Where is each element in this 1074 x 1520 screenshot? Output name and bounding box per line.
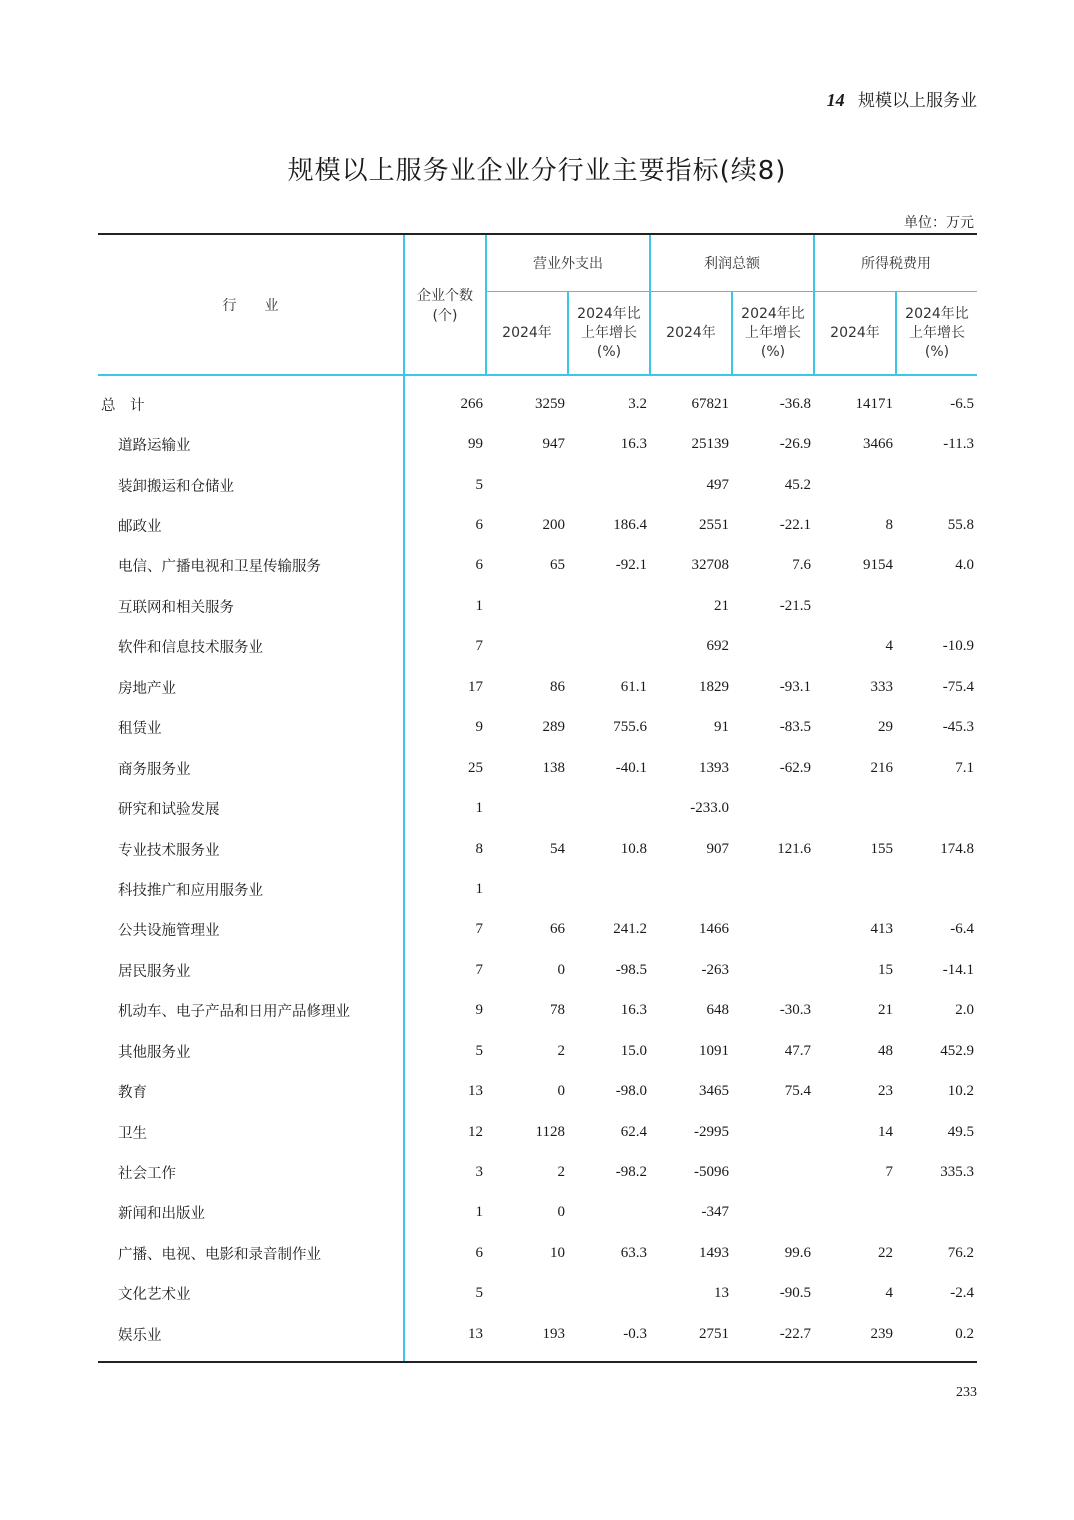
industry-name: 邮政业	[118, 519, 162, 536]
cell-tax: 23	[878, 1083, 893, 1100]
cell-profit-g	[732, 1112, 814, 1152]
cell-tax-g: -14.1	[942, 961, 974, 978]
industry-name: 总 计	[101, 397, 145, 414]
cell-profit-g: -26.9	[779, 436, 811, 453]
table-row	[98, 1193, 977, 1233]
table-row	[98, 546, 977, 586]
cell-profit: 21	[714, 597, 729, 614]
cell-nonop-g: -0.3	[568, 1314, 650, 1361]
header-growth-line3: (%)	[924, 343, 950, 360]
cell-tax: 3466	[863, 436, 893, 453]
cell-nonop-g	[568, 627, 650, 667]
cell-profit: 907	[706, 840, 729, 857]
cell-nonop	[486, 627, 568, 667]
cell-profit: 497	[706, 476, 729, 493]
industry-name: 其他服务业	[118, 1044, 191, 1061]
cell-tax-g: -11.3	[943, 436, 974, 453]
cell-nonop-g: 3.2	[628, 395, 647, 412]
header-year: 2024年	[486, 292, 568, 376]
cell-nonop-g: -92.1	[615, 557, 647, 574]
industry-name: 广播、电视、电影和录音制作业	[118, 1246, 321, 1263]
industry-name: 道路运输业	[118, 438, 191, 455]
table-row	[98, 375, 977, 424]
cell-profit: -263	[701, 961, 729, 978]
cell-profit-g	[732, 1152, 814, 1192]
cell-tax-g: -10.9	[942, 638, 974, 655]
table-row	[98, 1274, 977, 1314]
header-count-line2: (个)	[432, 307, 458, 324]
industry-name: 娱乐业	[98, 1314, 404, 1361]
cell-tax	[814, 788, 896, 828]
cell-tax	[814, 1193, 896, 1233]
cell-profit-g: -90.5	[779, 1285, 811, 1302]
header-count	[404, 234, 486, 375]
industry-name: 房地产业	[118, 680, 176, 697]
cell-nonop-g: -98.0	[615, 1083, 647, 1100]
industry-name: 软件和信息技术服务业	[118, 640, 263, 657]
cell-nonop: 78	[550, 1002, 565, 1019]
cell-profit-g: -83.5	[779, 719, 811, 736]
cell-count: 1	[404, 788, 486, 828]
cell-profit-g: -62.9	[779, 759, 811, 776]
cell-tax-g: -45.3	[942, 719, 974, 736]
cell-nonop-g	[568, 869, 650, 909]
cell-profit	[650, 869, 732, 909]
table-row	[98, 950, 977, 990]
cell-profit-g: 45.2	[784, 476, 811, 493]
cell-tax-g: 7.1	[955, 759, 974, 776]
cell-profit-g: 99.6	[784, 1244, 811, 1261]
industry-name: 互联网和相关服务	[118, 599, 234, 616]
cell-nonop	[486, 1274, 568, 1314]
cell-count: 3	[404, 1152, 486, 1192]
cell-tax-g: 76.2	[947, 1244, 974, 1261]
cell-count: 99	[404, 424, 486, 464]
cell-profit: 67821	[691, 395, 729, 412]
page-number: 233	[956, 1385, 977, 1400]
industry-name: 研究和试验发展	[118, 802, 220, 819]
data-table	[98, 233, 977, 1363]
cell-tax: 413	[870, 921, 893, 938]
cell-tax-g: 2.0	[955, 1002, 974, 1019]
cell-count: 5	[404, 1031, 486, 1071]
cell-profit-g: 75.4	[784, 1083, 811, 1100]
cell-tax: 22	[878, 1244, 893, 1261]
industry-name: 电信、广播电视和卫星传输服务	[118, 559, 321, 576]
cell-count: 9	[404, 991, 486, 1031]
industry-name: 卫生	[118, 1125, 147, 1142]
table-row	[98, 1152, 977, 1192]
cell-nonop-g: -98.5	[615, 961, 647, 978]
cell-profit: -5096	[694, 1164, 729, 1181]
cell-tax: 48	[878, 1042, 893, 1059]
cell-tax: 9154	[863, 557, 893, 574]
table-row	[98, 1031, 977, 1071]
cell-nonop-g	[568, 788, 650, 828]
header-group-nonop: 营业外支出	[486, 234, 650, 292]
cell-nonop	[486, 788, 568, 828]
cell-profit: 1393	[699, 759, 729, 776]
cell-count: 17	[404, 667, 486, 707]
cell-tax: 216	[870, 759, 893, 776]
chapter-number: 14	[826, 90, 845, 110]
industry-name: 装卸搬运和仓储业	[118, 478, 234, 495]
cell-tax-g: 0.2	[896, 1314, 977, 1361]
table-body	[98, 375, 977, 1362]
cell-tax-g	[896, 1193, 977, 1233]
cell-profit-g: -22.7	[732, 1314, 814, 1361]
cell-profit: 2751	[650, 1314, 732, 1361]
cell-nonop: 2	[557, 1042, 565, 1059]
cell-tax-g: 452.9	[940, 1042, 974, 1059]
industry-name: 居民服务业	[118, 963, 191, 980]
cell-profit-g	[732, 950, 814, 990]
cell-nonop-g: 241.2	[613, 921, 647, 938]
cell-profit: 1829	[699, 678, 729, 695]
cell-nonop	[486, 869, 568, 909]
cell-tax: 7	[885, 1164, 893, 1181]
cell-tax-g: -2.4	[950, 1285, 974, 1302]
table-row	[98, 667, 977, 707]
table-row	[98, 465, 977, 505]
header-count-line1: 企业个数	[417, 287, 473, 304]
cell-count: 6	[404, 546, 486, 586]
cell-profit-g: 7.6	[792, 557, 811, 574]
cell-count: 5	[404, 465, 486, 505]
cell-profit: 25139	[691, 436, 729, 453]
header-growth-line1: 2024年比	[577, 305, 641, 322]
cell-nonop-g	[568, 1193, 650, 1233]
cell-nonop: 86	[550, 678, 565, 695]
cell-count: 5	[404, 1274, 486, 1314]
cell-tax-g: 10.2	[947, 1083, 974, 1100]
cell-tax: 4	[885, 638, 893, 655]
cell-tax: 155	[870, 840, 893, 857]
cell-tax-g: -6.4	[950, 921, 974, 938]
cell-nonop: 138	[542, 759, 565, 776]
cell-tax: 14171	[855, 395, 893, 412]
cell-nonop: 10	[550, 1244, 565, 1261]
cell-tax-g	[896, 465, 977, 505]
cell-profit-g	[732, 627, 814, 667]
industry-name: 专业技术服务业	[118, 842, 220, 859]
cell-profit: 2551	[699, 517, 729, 534]
cell-nonop-g: 61.1	[620, 678, 647, 695]
cell-tax-g	[896, 869, 977, 909]
header-year: 2024年	[814, 292, 896, 376]
cell-nonop-g: 62.4	[620, 1123, 647, 1140]
cell-nonop: 3259	[535, 395, 565, 412]
running-header	[827, 86, 977, 111]
cell-nonop: 193	[486, 1314, 568, 1361]
cell-nonop-g: 16.3	[620, 436, 647, 453]
table-row	[98, 1314, 977, 1361]
cell-count: 266	[404, 375, 486, 424]
cell-tax: 4	[885, 1285, 893, 1302]
unit-label: 单位：万元	[904, 215, 974, 231]
header-growth	[896, 292, 977, 376]
table-row	[98, 748, 977, 788]
industry-name: 教育	[118, 1085, 147, 1102]
cell-profit-g	[732, 910, 814, 950]
cell-nonop-g: 755.6	[613, 719, 647, 736]
cell-nonop: 200	[542, 517, 565, 534]
industry-name: 新闻和出版业	[118, 1206, 205, 1223]
industry-name: 社会工作	[118, 1166, 176, 1183]
header-year: 2024年	[650, 292, 732, 376]
cell-nonop-g	[568, 586, 650, 626]
cell-nonop-g: 16.3	[620, 1002, 647, 1019]
header-growth-line3: (%)	[760, 343, 786, 360]
cell-profit: 13	[714, 1285, 729, 1302]
cell-count: 1	[404, 869, 486, 909]
table-row	[98, 869, 977, 909]
cell-profit: -233.0	[690, 800, 729, 817]
cell-nonop: 947	[542, 436, 565, 453]
cell-profit: 648	[706, 1002, 729, 1019]
cell-count: 6	[404, 1233, 486, 1273]
table-row	[98, 910, 977, 950]
cell-profit-g: -21.5	[779, 597, 811, 614]
header-growth-line2: 上年增长	[909, 324, 965, 341]
industry-name: 机动车、电子产品和日用产品修理业	[118, 1004, 350, 1021]
cell-profit: 32708	[691, 557, 729, 574]
cell-profit: 1466	[699, 921, 729, 938]
cell-tax: 14	[878, 1123, 893, 1140]
header-growth-line1: 2024年比	[741, 305, 805, 322]
header-growth	[568, 292, 650, 376]
cell-tax: 239	[814, 1314, 896, 1361]
table-row	[98, 627, 977, 667]
cell-profit: 1493	[699, 1244, 729, 1261]
cell-count: 1	[404, 1193, 486, 1233]
cell-nonop: 2	[557, 1164, 565, 1181]
cell-count: 1	[404, 586, 486, 626]
industry-name: 商务服务业	[118, 761, 191, 778]
cell-nonop-g: -98.2	[615, 1164, 647, 1181]
cell-profit: -347	[701, 1204, 729, 1221]
page-title: 规模以上服务业企业分行业主要指标(续8)	[287, 156, 787, 186]
cell-profit-g	[732, 1193, 814, 1233]
cell-nonop-g	[568, 1274, 650, 1314]
table-row	[98, 1233, 977, 1273]
cell-profit: -2995	[694, 1123, 729, 1140]
cell-nonop: 0	[557, 1204, 565, 1221]
cell-count: 7	[404, 950, 486, 990]
industry-name: 文化艺术业	[118, 1287, 191, 1304]
table-row	[98, 708, 977, 748]
cell-profit: 692	[706, 638, 729, 655]
cell-tax-g: 174.8	[940, 840, 974, 857]
cell-count: 9	[404, 708, 486, 748]
table-row	[98, 829, 977, 869]
cell-tax	[814, 465, 896, 505]
industry-name: 科技推广和应用服务业	[118, 882, 263, 899]
cell-nonop: 65	[550, 557, 565, 574]
table-row	[98, 586, 977, 626]
cell-count: 8	[404, 829, 486, 869]
cell-nonop: 1128	[535, 1123, 565, 1140]
cell-tax	[814, 586, 896, 626]
cell-profit-g: -22.1	[779, 517, 811, 534]
header-industry: 行 业	[98, 234, 404, 375]
cell-tax-g: 49.5	[947, 1123, 974, 1140]
cell-tax: 8	[885, 517, 893, 534]
cell-nonop-g: 186.4	[613, 517, 647, 534]
cell-tax-g	[896, 788, 977, 828]
cell-tax-g: 335.3	[940, 1164, 974, 1181]
header-group-profit: 利润总额	[650, 234, 814, 292]
data-table-container	[98, 233, 977, 1363]
cell-count: 7	[404, 627, 486, 667]
cell-tax: 333	[870, 678, 893, 695]
table-row	[98, 991, 977, 1031]
cell-nonop-g: 63.3	[620, 1244, 647, 1261]
cell-count: 13	[404, 1314, 486, 1361]
cell-tax-g	[896, 586, 977, 626]
cell-count: 6	[404, 505, 486, 545]
cell-tax-g: -75.4	[942, 678, 974, 695]
cell-profit-g: -93.1	[779, 678, 811, 695]
header-group-tax: 所得税费用	[814, 234, 977, 292]
chapter-title: 规模以上服务业	[858, 91, 977, 111]
cell-nonop-g: 15.0	[620, 1042, 647, 1059]
header-growth	[732, 292, 814, 376]
cell-tax: 21	[878, 1002, 893, 1019]
cell-profit-g: -36.8	[779, 395, 811, 412]
cell-tax	[814, 869, 896, 909]
cell-count: 7	[404, 910, 486, 950]
cell-profit-g	[732, 869, 814, 909]
cell-count: 25	[404, 748, 486, 788]
industry-name: 租赁业	[118, 721, 162, 738]
cell-nonop-g	[568, 465, 650, 505]
cell-profit-g	[732, 788, 814, 828]
cell-nonop-g: -40.1	[615, 759, 647, 776]
cell-profit: 91	[714, 719, 729, 736]
cell-nonop: 54	[550, 840, 565, 857]
cell-tax: 29	[878, 719, 893, 736]
cell-tax-g: 4.0	[955, 557, 974, 574]
cell-profit-g: -30.3	[779, 1002, 811, 1019]
cell-nonop: 0	[557, 961, 565, 978]
cell-tax-g: -6.5	[950, 395, 974, 412]
cell-profit: 1091	[699, 1042, 729, 1059]
table-row	[98, 1112, 977, 1152]
header-growth-line1: 2024年比	[905, 305, 969, 322]
cell-nonop: 66	[550, 921, 565, 938]
industry-name: 公共设施管理业	[118, 923, 220, 940]
cell-profit: 3465	[699, 1083, 729, 1100]
cell-profit-g: 121.6	[777, 840, 811, 857]
cell-profit-g: 47.7	[784, 1042, 811, 1059]
cell-tax: 15	[878, 961, 893, 978]
table-row	[98, 788, 977, 828]
cell-nonop	[486, 586, 568, 626]
table-row	[98, 1071, 977, 1111]
cell-nonop: 289	[542, 719, 565, 736]
header-growth-line3: (%)	[596, 343, 622, 360]
cell-tax-g: 55.8	[947, 517, 974, 534]
header-growth-line2: 上年增长	[745, 324, 801, 341]
cell-count: 13	[404, 1071, 486, 1111]
table-row	[98, 424, 977, 464]
cell-nonop	[486, 465, 568, 505]
header-growth-line2: 上年增长	[581, 324, 637, 341]
cell-nonop-g: 10.8	[620, 840, 647, 857]
cell-count: 12	[404, 1112, 486, 1152]
cell-nonop: 0	[557, 1083, 565, 1100]
table-row	[98, 505, 977, 545]
